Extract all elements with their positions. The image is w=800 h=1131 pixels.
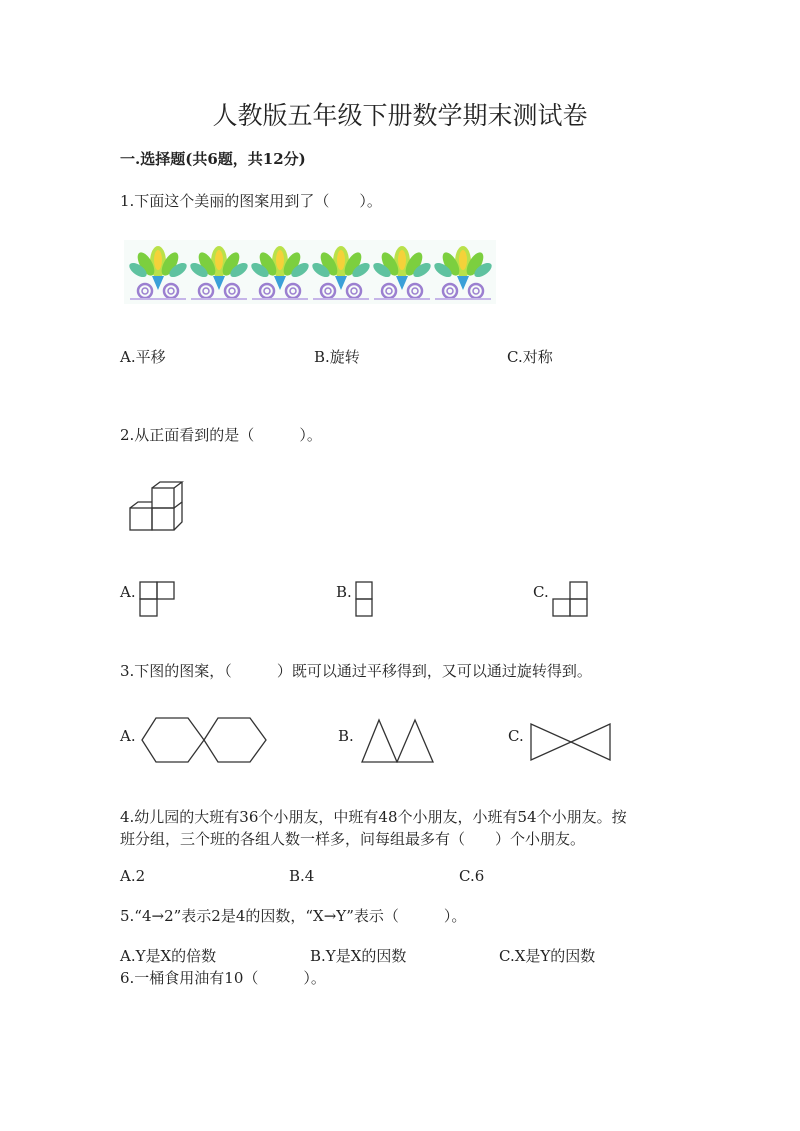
q3-option-c: C. [508, 727, 524, 745]
question-5-text: 5.“4→2”表示2是4的因数，“X→Y”表示（ ）。 [120, 907, 467, 925]
q1-option-c: C.对称 [507, 348, 553, 366]
q2-option-c: C. [533, 583, 549, 601]
q3-option-b: B. [338, 727, 354, 745]
decorative-pattern-image [124, 240, 496, 304]
pattern-svg [124, 240, 496, 304]
q4-option-a: A.2 [120, 867, 146, 885]
q4-option-c: C.6 [459, 867, 485, 885]
q4-option-b: B.4 [289, 867, 315, 885]
section-heading: 一.选择题(共6题，共12分) [120, 150, 306, 168]
question-2-text: 2.从正面看到的是（ ）。 [120, 426, 322, 444]
question-6-text: 6.一桶食用油有10（ ）。 [120, 969, 326, 987]
q3-option-a-hexagons [140, 716, 268, 764]
pattern-motif [371, 246, 433, 300]
q1-option-a: A.平移 [120, 348, 166, 366]
page-title: 人教版五年级下册数学期末测试卷 [212, 101, 588, 130]
pattern-motif [188, 246, 250, 300]
q2-option-a: A. [120, 583, 136, 601]
question-3-text: 3.下图的图案，（ ）既可以通过平移得到，又可以通过旋转得到。 [120, 662, 592, 680]
q3-option-c-bowtie [529, 722, 613, 762]
q5-option-c: C.X是Y的因数 [499, 947, 596, 965]
q3-option-a: A. [120, 727, 136, 745]
pattern-motif [432, 246, 494, 300]
pattern-motif [127, 246, 189, 300]
q2-option-c-figure [551, 581, 589, 617]
cube-stack-figure [128, 480, 190, 532]
pattern-motif [249, 246, 311, 300]
pattern-motif [310, 246, 372, 300]
q2-option-b-figure [355, 581, 373, 617]
question-4-text-line2: 班分组，三个班的各组人数一样多，问每组最多有（ ）个小朋友。 [120, 830, 586, 848]
question-4-text-line1: 4.幼儿园的大班有36个小朋友，中班有48个小朋友，小班有54个小朋友。按 [120, 808, 627, 826]
question-1-text: 1.下面这个美丽的图案用到了（ ）。 [120, 192, 382, 210]
q5-option-b: B.Y是X的因数 [310, 947, 407, 965]
q1-option-b: B.旋转 [314, 348, 360, 366]
q5-option-a: A.Y是X的倍数 [120, 947, 217, 965]
q3-option-b-triangles [360, 718, 436, 764]
q2-option-b: B. [336, 583, 352, 601]
q2-option-a-figure [139, 581, 175, 617]
